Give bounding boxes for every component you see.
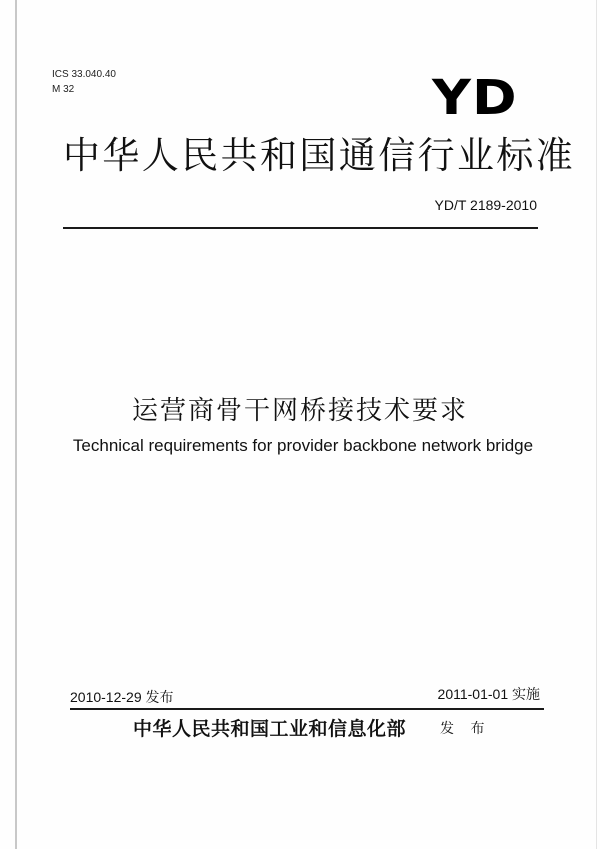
header-divider (63, 227, 538, 229)
standard-number: YD/T 2189-2010 (434, 197, 537, 213)
publisher-action: 发 布 (440, 721, 491, 737)
document-title-cn: 运营商骨干网桥接技术要求 (131, 396, 468, 426)
publisher-name: 中华人民共和国工业和信息化部 (133, 718, 407, 740)
release-date: 2010-12-29 发布 (70, 689, 174, 705)
yd-logo: YD (432, 70, 518, 126)
footer-divider (70, 708, 544, 710)
classification-code: M 32 (52, 84, 75, 95)
ics-code: ICS 33.040.40 (52, 69, 116, 80)
document-title-en: Technical requirements for provider backbone network bridge (72, 436, 534, 455)
implementation-date: 2011-01-01 实施 (437, 686, 540, 702)
classification-block (52, 67, 116, 97)
standard-category-title: 中华人民共和国通信行业标准 (63, 134, 576, 177)
